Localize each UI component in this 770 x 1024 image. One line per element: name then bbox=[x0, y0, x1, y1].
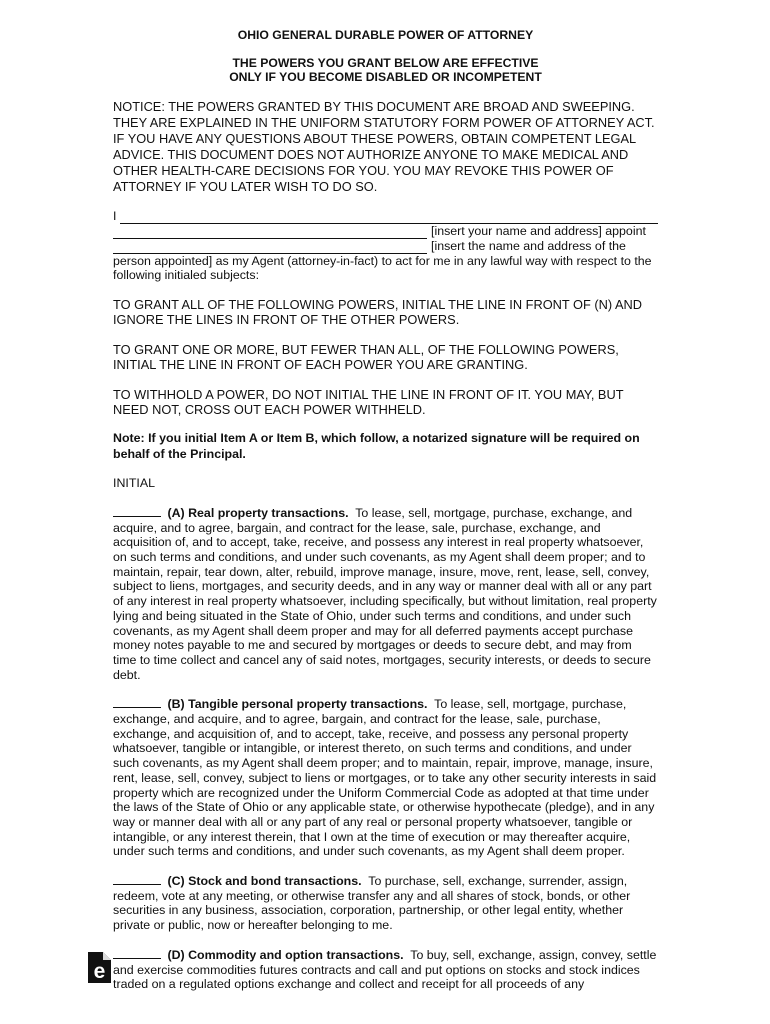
initial-blank-b[interactable] bbox=[113, 696, 161, 708]
subtitle-line-2: ONLY IF YOU BECOME DISABLED OR INCOMPETENT bbox=[229, 70, 542, 85]
document-subtitle bbox=[113, 56, 658, 85]
power-item-d bbox=[113, 947, 658, 992]
power-text-d: To buy, sell, exchange, assign, convey, settle and exercise commodities futures contracts and call and put options on stocks and stock indices traded on a regulated options exchange and collect and receipt for all proceeds of any bbox=[113, 947, 657, 992]
logo-page-fold bbox=[103, 952, 111, 960]
initial-blank-d[interactable] bbox=[113, 947, 161, 959]
power-item-b bbox=[113, 696, 658, 859]
initial-label: INITIAL bbox=[113, 476, 155, 491]
grantor-row-3 bbox=[113, 239, 658, 254]
document-page bbox=[113, 28, 658, 1006]
grantor-continuation: person appointed] as my Agent (attorney-in-fact) to act for me in any lawful way with respect to the following initialed subjects: bbox=[113, 253, 652, 283]
notarization-note: Note: If you initial Item A or Item B, which follow, a notarized signature will be required on behalf of the Principal. bbox=[113, 431, 640, 461]
initial-blank-a[interactable] bbox=[113, 505, 161, 517]
power-text-b: To lease, sell, mortgage, purchase, exchange, and acquire, and to agree, bargain, and contract for the lease, sale, purchase, exchange, and acquisition of, and to accept, take, receive, and possess any personal property whatsoever, tangible or intangible, or interest thereto, on such terms and conditions, and under such covenants, as my Agent shall deem proper; and to maintain, repair, improve, manage, insure, rent, lease, sell, convey, subject to liens or mortgages, or to take any other security interests in said property which are recognized under the Uniform Commercial Code as adopted at that time under the laws of the State of Ohio or any applicable state, or otherwise hypothecate (pledge), and in any way or manner deal with all or any part of any real or personal property whatsoever, tangible or intangible, or any interest therein, that I own at the time of execution or may thereafter acquire, under such terms and conditions, and under such covenants, as my Agent shall deem proper. bbox=[113, 697, 657, 859]
power-heading-b: (B) Tangible personal property transactions. bbox=[167, 697, 428, 712]
subtitle-line-1: THE POWERS YOU GRANT BELOW ARE EFFECTIVE bbox=[232, 55, 539, 70]
grantor-section bbox=[113, 209, 658, 283]
notice-paragraph: NOTICE: THE POWERS GRANTED BY THIS DOCUMENT ARE BROAD AND SWEEPING. THEY ARE EXPLAINED IN THE UNIFORM STATUTORY FORM POWER OF ATTORNEY ACT. IF YOU HAVE ANY QUESTIONS ABOUT THESE POWERS, OBTAIN COMPETENT LEGAL ADVICE. THIS DOCUMENT DOES NOT AUTHORIZE ANYONE TO MAKE MEDICAL AND OTHER HEALTH-CARE DECISIONS FOR YOU. YOU MAY REVOKE THIS POWER OF ATTORNEY IF YOU LATER WISH TO DO SO. bbox=[113, 99, 655, 194]
initial-blank-c[interactable] bbox=[113, 873, 161, 885]
logo-letter: e bbox=[93, 960, 106, 983]
power-item-a bbox=[113, 505, 658, 682]
grantor-row-2 bbox=[113, 224, 658, 239]
instruction-grant-all: TO GRANT ALL OF THE FOLLOWING POWERS, INITIAL THE LINE IN FRONT OF (N) AND IGNORE THE LINES IN FRONT OF THE OTHER POWERS. bbox=[113, 296, 643, 328]
instruction-withhold: TO WITHHOLD A POWER, DO NOT INITIAL THE LINE IN FRONT OF IT. YOU MAY, BUT NEED NOT, CROSS OUT EACH POWER WITHHELD. bbox=[113, 386, 624, 417]
instruction-grant-some: TO GRANT ONE OR MORE, BUT FEWER THAN ALL, OF THE FOLLOWING POWERS, INITIAL THE LINE IN FRONT OF EACH POWER YOU ARE GRANTING. bbox=[113, 341, 619, 373]
grantor-prefix: I bbox=[113, 208, 117, 223]
grantor-address-blank-line[interactable] bbox=[113, 226, 427, 239]
grantor-name-label: [insert your name and address] appoint bbox=[431, 223, 646, 238]
power-item-c bbox=[113, 873, 658, 933]
eforms-e-logo-icon bbox=[88, 952, 111, 983]
power-text-c: To purchase, sell, exchange, surrender, assign, redeem, vote at any meeting, or otherwise transfer any and all shares of stock, bonds, or other securities in any business, association, corporation, partnership, or other legal entity, whether private or public, now or hereafter belonging to me. bbox=[113, 874, 631, 933]
power-text-a: To lease, sell, mortgage, purchase, exchange, and acquire, and to agree, bargain, and contract for the lease, sale, purchase, exchange, and acquisition of, and to accept, take, receive, and possess any interest in real property whatsoever, on such terms and conditions, and under such covenants, as my Agent shall deem proper; and to maintain, repair, tear down, alter, rebuild, improve manage, insure, move, rent, lease, sell, convey, subject to liens, mortgages, and security deeds, and in any way or manner deal with all or any part of any interest in real property whatsoever, including specifically, but without limitation, real property lying and being situated in the State of Ohio, under such terms and conditions, and under such covenants, as my Agent shall deem proper and may for all deferred payments accept purchase money notes payable to me and secured by mortgages or deeds to secure debt, and may from time to time collect and cancel any of said notes, mortgages, security interests, or deeds to secure debt. bbox=[113, 505, 657, 682]
grantor-blank-line[interactable] bbox=[120, 211, 658, 224]
power-heading-a: (A) Real property transactions. bbox=[167, 505, 349, 520]
power-heading-c: (C) Stock and bond transactions. bbox=[167, 874, 362, 889]
power-heading-d: (D) Commodity and option transactions. bbox=[167, 947, 404, 962]
agent-name-label: [insert the name and address of the bbox=[431, 238, 626, 253]
grantor-row-1 bbox=[113, 209, 658, 224]
document-title: OHIO GENERAL DURABLE POWER OF ATTORNEY bbox=[237, 28, 534, 42]
agent-blank-line[interactable] bbox=[113, 241, 427, 254]
